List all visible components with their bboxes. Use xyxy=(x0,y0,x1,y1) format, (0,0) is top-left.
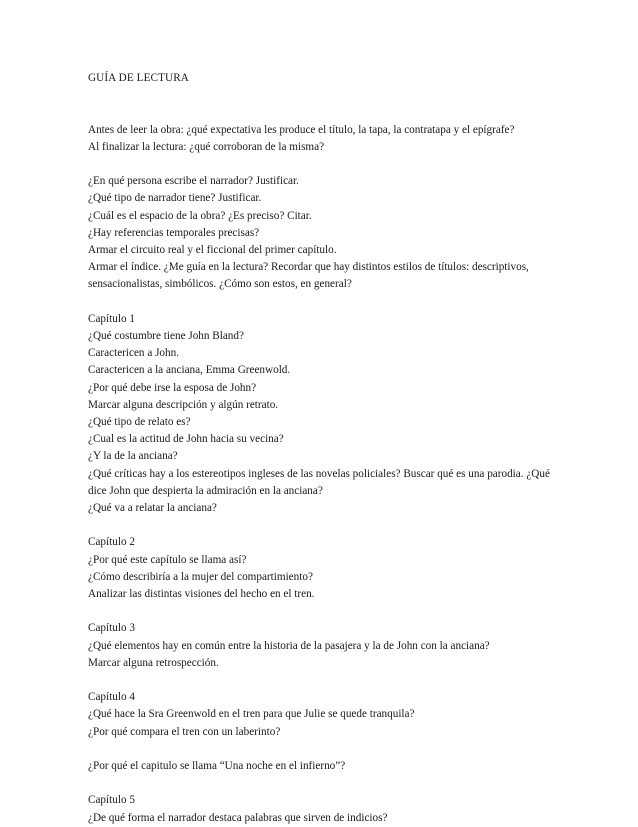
intro-question-before: Antes de leer la obra: ¿qué expectativa les produce el título, la tapa, la contratapa y el epígrafe? xyxy=(88,123,515,136)
chapter-question: ¿Qué tipo de relato es? xyxy=(88,416,191,428)
chapter-question: ¿De qué forma el narrador destaca palabras que sirven de indicios? xyxy=(88,811,388,824)
chapter-question: Marcar alguna retrospección. xyxy=(88,656,219,669)
general-question: ¿En qué persona escribe el narrador? Justificar. xyxy=(88,175,299,188)
general-questions-section xyxy=(88,173,558,293)
chapter-question: ¿Y la de la anciana? xyxy=(88,450,178,463)
chapter-question: ¿Qué elementos hay en común entre la historia de la pasajera y la de John con la anciana? xyxy=(88,639,490,652)
chapter-4-heading: Capítulo 4 xyxy=(88,691,135,704)
chapter-question: ¿Cómo describiría a la mujer del compartimiento? xyxy=(88,570,313,583)
standalone-question-section xyxy=(88,758,558,775)
chapter-question: Caractericen a la anciana, Emma Greenwold. xyxy=(88,364,291,377)
chapter-question: ¿Qué críticas hay a los estereotipos ingleses de las novelas policiales? Buscar qué es una parodia. ¿Qué dice John que despierta la admiración en la anciana? xyxy=(88,467,550,497)
general-question: ¿Qué tipo de narrador tiene? Justificar. xyxy=(88,192,262,205)
chapter-5-heading: Capítulo 5 xyxy=(88,794,135,807)
intro-section xyxy=(88,122,558,156)
chapter-3-heading: Capítulo 3 xyxy=(88,622,135,635)
chapter-question: ¿Por qué este capítulo se llama así? xyxy=(88,553,247,566)
chapter-2-section xyxy=(88,534,558,603)
chapter-5-section xyxy=(88,792,558,826)
intro-question-after: Al finalizar la lectura: ¿qué corroboran de la misma? xyxy=(88,140,325,153)
chapter-3-section xyxy=(88,620,558,672)
chapter-question: Marcar alguna descripción y algún retrato. xyxy=(88,398,279,411)
chapter-question: Analizar las distintas visiones del hecho en el tren. xyxy=(88,588,315,601)
chapter-question: ¿Qué va a relatar la anciana? xyxy=(88,502,217,515)
general-question: Armar el circuito real y el ficcional del primer capítulo. xyxy=(88,243,337,256)
chapter-1-heading: Capítulo 1 xyxy=(88,312,135,325)
chapter-4-section xyxy=(88,689,558,741)
general-question: Armar el índice. ¿Me guía en la lectura? Recordar que hay distintos estilos de títulos: descriptivos, sensacionalistas, simbólicos. ¿Cómo son estos, en general? xyxy=(88,261,529,291)
general-question: ¿Cuál es el espacio de la obra? ¿Es preciso? Citar. xyxy=(88,209,312,222)
chapter-title-question: ¿Por qué el capitulo se llama “Una noche en el infierno”? xyxy=(88,760,346,772)
chapter-question: ¿Cual es la actitud de John hacia su vecina? xyxy=(88,433,284,446)
general-question: ¿Hay referencias temporales precisas? xyxy=(88,226,260,239)
chapter-question: ¿Qué hace la Sra Greenwold en el tren para que Julie se quede tranquila? xyxy=(88,708,415,721)
chapter-question: Caractericen a John. xyxy=(88,347,180,360)
reading-guide-content xyxy=(88,70,558,827)
document-title: GUÍA DE LECTURA xyxy=(88,72,189,84)
chapter-question: ¿Qué costumbre tiene John Bland? xyxy=(88,329,244,342)
chapter-1-section xyxy=(88,311,558,517)
chapter-question: ¿Por qué debe irse la esposa de John? xyxy=(88,381,257,394)
chapter-2-heading: Capítulo 2 xyxy=(88,536,135,549)
chapter-question: ¿Por qué compara el tren con un laberinto? xyxy=(88,725,281,738)
